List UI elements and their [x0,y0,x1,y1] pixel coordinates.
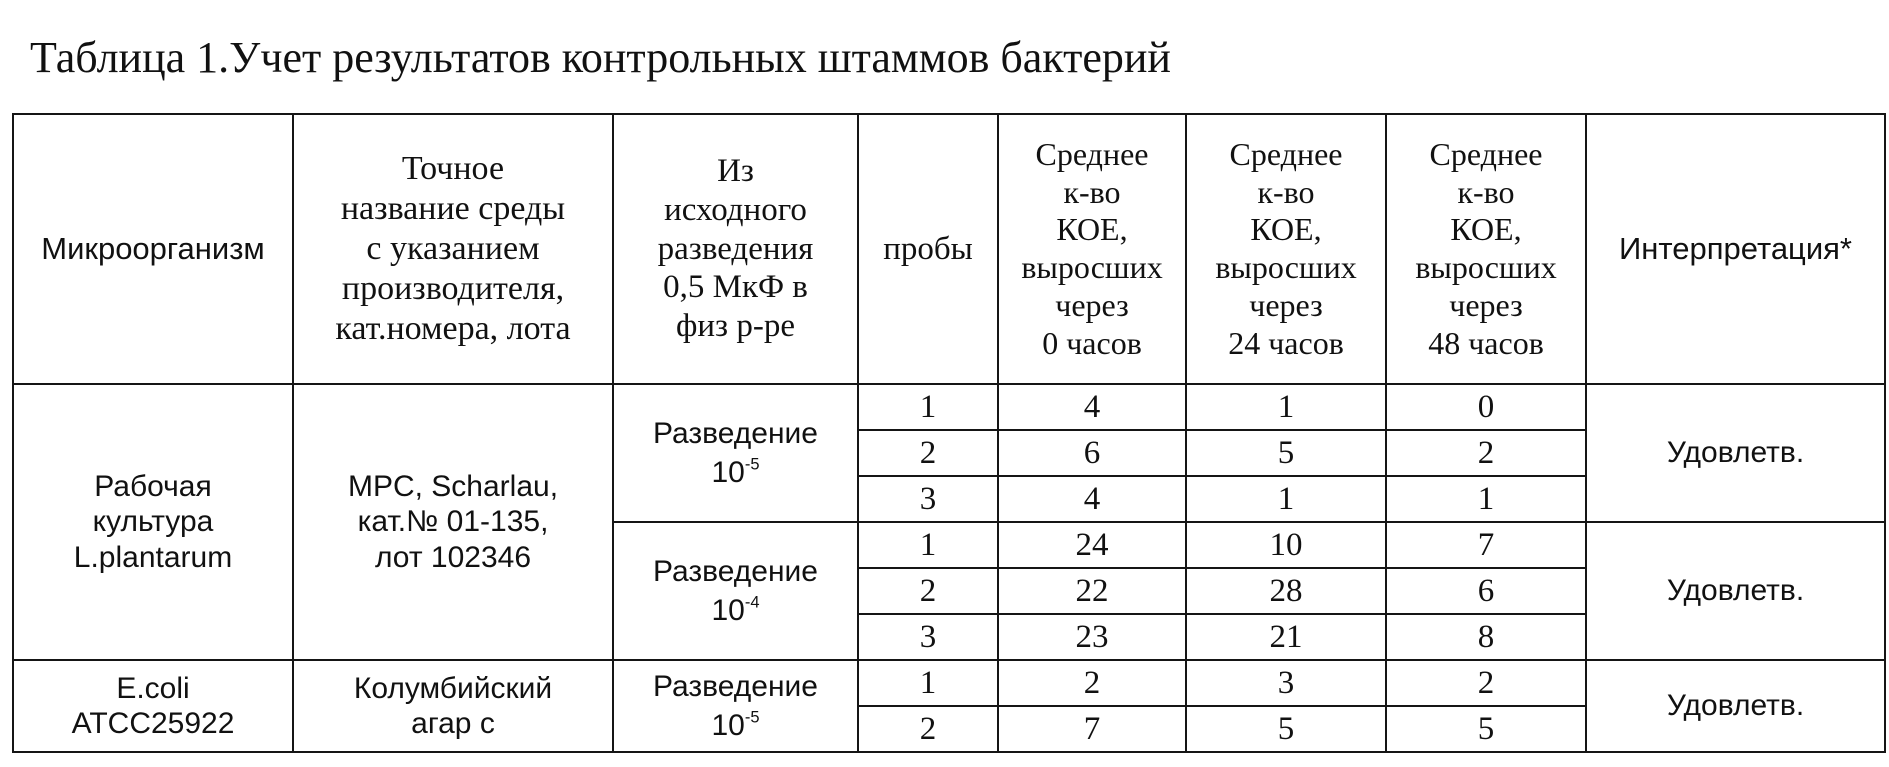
dilution-exponent: -5 [744,455,760,474]
microorganism-line: Рабочая [94,469,212,503]
header-koe-line: Среднее [1229,135,1343,172]
dilution-cell [613,384,858,522]
koe-48h-cell: 2 [1386,660,1586,706]
header-koe-line: 0 часов [1042,324,1142,361]
koe-48h-cell: 2 [1386,430,1586,476]
header-interpretation: Интерпретация* [1586,114,1885,384]
koe-0h-cell: 6 [998,430,1186,476]
medium-line: MPC, Scharlau, [347,469,559,503]
header-koe-line: 24 часов [1228,324,1344,361]
header-koe-line: КОЕ, [1250,211,1322,248]
dilution-cell [613,522,858,660]
probe-cell: 3 [858,614,998,660]
table-row [13,660,1885,706]
microorganism-line: E.coli [116,671,190,705]
interpretation-cell: Удовлетв. [1586,522,1885,660]
probe-cell: 3 [858,476,998,522]
microorganism-line: L.plantarum [73,540,233,574]
dilution-exponent: -5 [744,708,760,727]
koe-48h-cell: 1 [1386,476,1586,522]
koe-0h-cell: 22 [998,568,1186,614]
header-koe-line: к-во [1257,173,1315,210]
koe-24h-cell: 1 [1186,384,1386,430]
dilution-label: Разведение [653,555,818,588]
header-koe-line: выросших [1021,249,1163,285]
koe-0h-cell: 4 [998,384,1186,430]
dilution-base: 10 [711,456,745,489]
header-koe-line: выросших [1215,249,1357,285]
header-koe-line: 48 часов [1428,324,1544,361]
header-row [13,114,1885,384]
koe-0h-cell: 2 [998,660,1186,706]
table-caption: Таблица 1.Учет результатов контрольных штаммов бактерий [30,33,1171,82]
probe-cell: 2 [858,706,998,752]
microorganism-line: ATCC25922 [71,707,235,740]
table-row [13,384,1885,430]
microorganism-cell [13,384,293,660]
medium-line: агар с [411,707,495,740]
results-table [12,113,1886,753]
header-dilution-line: исходного [664,191,807,228]
dilution-base: 10 [711,709,745,742]
header-probe: пробы [858,114,998,384]
header-koe-48h [1386,114,1586,384]
header-medium [293,114,613,384]
koe-0h-cell: 24 [998,522,1186,568]
header-koe-line: к-во [1063,173,1121,210]
header-koe-line: через [1449,286,1523,323]
dilution-label: Разведение [653,417,818,450]
header-koe-line: выросших [1415,249,1557,285]
microorganism-cell [13,660,293,752]
interpretation-cell: Удовлетв. [1586,660,1885,752]
koe-48h-cell: 6 [1386,568,1586,614]
koe-24h-cell: 5 [1186,706,1386,752]
koe-48h-cell: 8 [1386,614,1586,660]
header-koe-0h [998,114,1186,384]
header-dilution-line: Из [717,152,754,189]
medium-cell [293,384,613,660]
medium-line: лот 102346 [374,540,532,574]
header-koe-24h [1186,114,1386,384]
microorganism-line: культура [92,505,214,539]
dilution-label: Разведение [653,670,818,703]
koe-24h-cell: 5 [1186,430,1386,476]
koe-0h-cell: 7 [998,706,1186,752]
header-dilution-line: разведения [657,230,814,267]
dilution-cell [613,660,858,752]
koe-48h-cell: 5 [1386,706,1586,752]
dilution-exponent: -4 [744,593,760,612]
header-koe-line: КОЕ, [1056,211,1128,248]
header-dilution-line: 0,5 МкФ в [663,269,808,306]
koe-24h-cell: 21 [1186,614,1386,660]
koe-0h-cell: 23 [998,614,1186,660]
header-dilution-line: физ р-ре [676,308,795,345]
probe-cell: 2 [858,430,998,476]
header-medium-line: кат.номера, лота [335,310,571,348]
koe-24h-cell: 1 [1186,476,1386,522]
probe-cell: 1 [858,660,998,706]
probe-cell: 1 [858,384,998,430]
header-koe-line: КОЕ, [1450,211,1522,248]
koe-24h-cell: 10 [1186,522,1386,568]
koe-24h-cell: 28 [1186,568,1386,614]
header-medium-line: название среды [340,189,566,227]
header-medium-line: производителя, [341,270,565,308]
medium-line: Колумбийский [353,671,553,705]
interpretation-cell: Удовлетв. [1586,384,1885,522]
header-koe-line: к-во [1457,173,1515,210]
koe-0h-cell: 4 [998,476,1186,522]
header-koe-line: через [1055,286,1129,323]
header-dilution [613,114,858,384]
header-koe-line: Среднее [1035,135,1149,172]
header-koe-line: Среднее [1429,135,1543,172]
header-microorganism: Микроорганизм [13,114,293,384]
koe-48h-cell: 7 [1386,522,1586,568]
header-koe-line: через [1249,286,1323,323]
header-medium-line: с указанием [366,229,540,267]
medium-line: кат.№ 01-135, [357,505,549,539]
koe-48h-cell: 0 [1386,384,1586,430]
medium-cell [293,660,613,752]
probe-cell: 2 [858,568,998,614]
dilution-base: 10 [711,594,745,627]
probe-cell: 1 [858,522,998,568]
header-medium-line: Точное [401,149,505,187]
koe-24h-cell: 3 [1186,660,1386,706]
